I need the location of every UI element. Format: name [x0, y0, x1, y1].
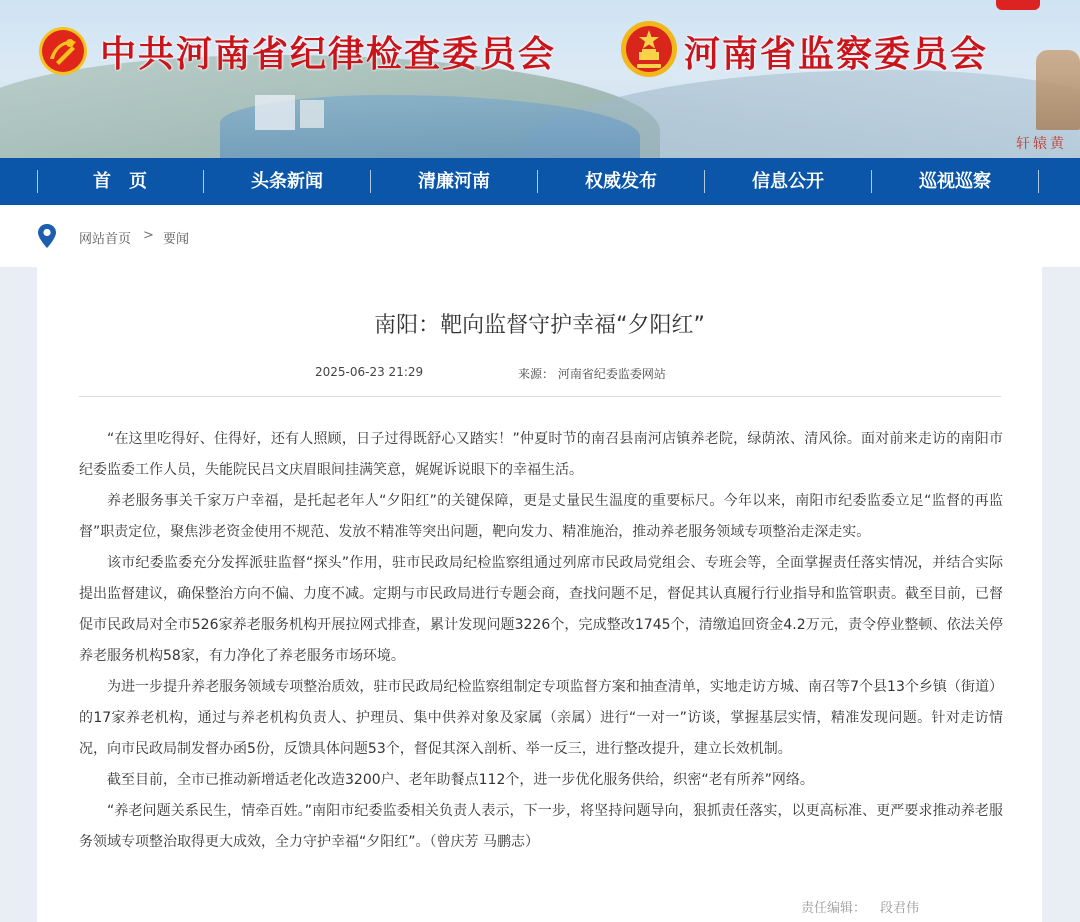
- banner-corner-tag: [996, 0, 1040, 10]
- nav-item-inspection[interactable]: 巡视巡察: [919, 171, 991, 192]
- location-pin-icon: [36, 223, 58, 249]
- main-nav: [0, 158, 1080, 205]
- article-title: 南阳：靶向监督守护幸福“夕阳红”: [374, 313, 705, 338]
- article-source: 来源： 河南省纪委监委网站: [518, 367, 666, 381]
- article-paragraph: “在这里吃得好、住得好，还有人照顾，日子过得既舒心又踏实！”仲夏时节的南召县南河店镇养老院，绿荫浓、清风徐。面对前来走访的南阳市纪委监委工作人员，失能院民吕文庆眉眼间挂满笑意，娓娓诉说眼下的幸福生活。: [79, 431, 1003, 478]
- article-paragraph: 养老服务事关千家万户幸福，是托起老年人“夕阳红”的关键保障，更是丈量民生温度的重要标尺。今年以来，南阳市纪委监委立足“监督的再监督”职责定位，聚焦涉老资金使用不规范、发放不精准等突出问题，靶向发力、精准施治，推动养老服务领域专项整治走深走实。: [79, 493, 1003, 540]
- banner-slogan: 轩辕黄: [1016, 136, 1067, 152]
- breadcrumb-separator: >: [143, 228, 154, 243]
- article-card: [37, 256, 1042, 922]
- header-banner: [0, 0, 1080, 158]
- national-emblem-icon: [620, 20, 678, 78]
- nav-item-clean-henan[interactable]: 清廉河南: [418, 171, 490, 192]
- article-paragraph: “养老问题关系民生，情牵百姓。”南阳市纪委监委相关负责人表示，下一步，将坚持问题导向，狠抓责任落实，以更高标准、更严要求推动养老服务领域专项整治取得更大成效，全力守护幸福“夕阳红”。（曾庆芳 马鹏志）: [79, 803, 1003, 850]
- nav-item-info-disclosure[interactable]: 信息公开: [752, 171, 824, 192]
- site-title-supervisory-commission: 河南省监察委员会: [684, 33, 989, 75]
- banner-building: [255, 95, 295, 130]
- article-body: [79, 424, 1003, 858]
- nav-separator: [1038, 170, 1039, 193]
- site-title-discipline-commission: 中共河南省纪律检查委员会: [100, 33, 557, 75]
- editor-name: 段君伟: [880, 901, 920, 916]
- article-paragraph: 截至目前，全市已推动新增适老化改造3200户、老年助餐点112个，进一步优化服务供给，织密“老有所养”网络。: [107, 772, 814, 788]
- nav-item-headlines[interactable]: 头条新闻: [251, 171, 323, 192]
- party-emblem-icon: [38, 26, 88, 76]
- nav-item-home[interactable]: 首 页: [93, 171, 147, 192]
- nav-item-authoritative-release[interactable]: 权威发布: [585, 171, 657, 192]
- breadcrumb-current-link[interactable]: 要闻: [163, 232, 190, 247]
- article-date: 2025-06-23 21:29: [315, 365, 424, 379]
- editor-label: 责任编辑：: [801, 901, 867, 916]
- article-paragraph: 为进一步提升养老服务领域专项整治质效，驻市民政局纪检监察组制定专项监督方案和抽查清单，实地走访方城、南召等7个县13个乡镇（街道）的17家养老机构，通过与养老机构负责人、护理员、集中供养对象及家属（亲属）进行“一对一”访谈，掌握基层实情，精准发现问题。针对走访情况，向市民政局制发督办函5份，反馈具体问题53个，督促其深入剖析、举一反三，进行整改提升，建立长效机制。: [79, 679, 1003, 757]
- breadcrumb-home-link[interactable]: 网站首页: [79, 232, 132, 247]
- title-divider: [79, 396, 1001, 397]
- banner-statue: [1036, 50, 1080, 130]
- article-paragraph: 该市纪委监委充分发挥派驻监督“探头”作用，驻市民政局纪检监察组通过列席市民政局党组会、专班会等，全面掌握责任落实情况，并结合实际提出监督建议，确保整治方向不偏、力度不减。定期与市民政局进行专题会商，查找问题不足，督促其认真履行行业指导和监管职责。截至目前，已督促市民政局对全市526家养老服务机构开展拉网式排查，累计发现问题3226个，完成整改1745个，清缴追回资金4.2万元，责令停业整顿、依法关停养老服务机构58家，有力净化了养老服务市场环境。: [79, 555, 1003, 664]
- banner-building: [300, 100, 324, 128]
